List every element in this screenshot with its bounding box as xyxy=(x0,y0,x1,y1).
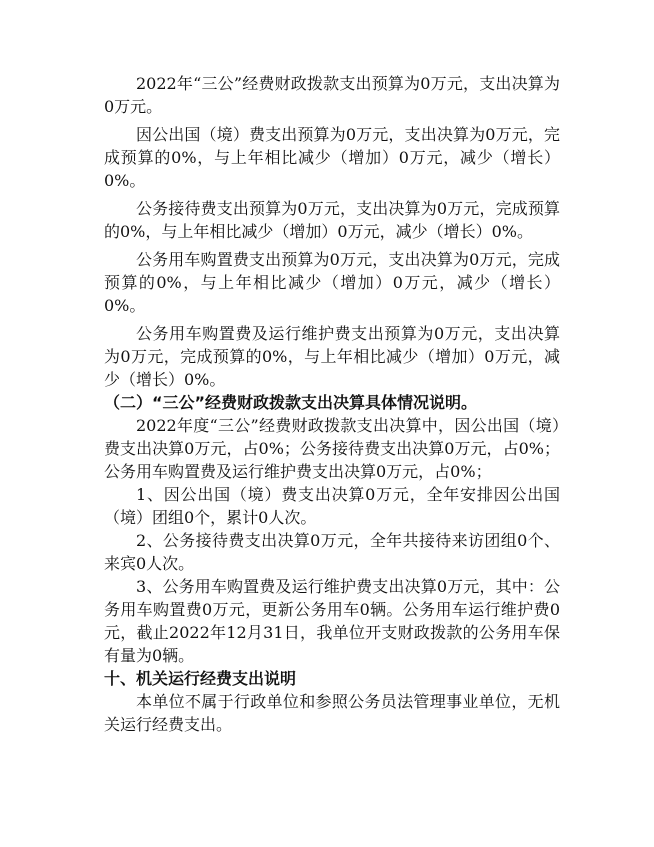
section-heading-three-public-details: （二）“三公”经费财政拨款支出决算具体情况说明。 xyxy=(104,393,478,412)
paragraph-vehicle-purchase-operation: 公务用车购置费及运行维护费支出预算为0万元，支出决算为0万元，完成预算的0%，与上年相比减少（增加）0万元，减少（增长）0%。 xyxy=(104,324,560,389)
paragraph-item-reception: 2、公务接待费支出决算0万元，全年共接待来访团组0个、来宾0人次。 xyxy=(104,531,560,573)
paragraph-item-overseas: 1、因公出国（境）费支出决算0万元，全年安排因公出国（境）团组0个，累计0人次。 xyxy=(104,485,560,527)
paragraph-overseas-travel: 因公出国（境）费支出预算为0万元，支出决算为0万元，完成预算的0%，与上年相比减少（增加）0万元，减少（增长）0%。 xyxy=(104,125,560,190)
section-heading-operating-expenses: 十、机关运行经费支出说明 xyxy=(104,669,297,688)
document-page xyxy=(104,72,560,736)
paragraph-item-vehicles: 3、公务用车购置费及运行维护费支出决算0万元，其中：公务用车购置费0万元，更新公务用车0辆。公务用车运行维护费0元，截止2022年12月31日，我单位开支财政拨款的公务用车保有量为0辆。 xyxy=(104,577,560,665)
paragraph-three-public-breakdown: 2022年度“三公”经费财政拨款支出决算中，因公出国（境）费支出决算0万元，占0%；公务接待费支出决算0万元，占0%；公务用车购置费及运行维护费支出决算0万元，占0%； xyxy=(104,416,560,481)
paragraph-vehicle-purchase: 公务用车购置费支出预算为0万元，支出决算为0万元，完成预算的0%，与上年相比减少（增加）0万元，减少（增长）0%。 xyxy=(104,250,560,315)
paragraph-three-public-total: 2022年“三公”经费财政拨款支出预算为0万元，支出决算为0万元。 xyxy=(104,74,560,116)
paragraph-official-reception: 公务接待费支出预算为0万元，支出决算为0万元，完成预算的0%，与上年相比减少（增加）0万元，减少（增长）0%。 xyxy=(104,199,560,241)
paragraph-operating-expenses: 本单位不属于行政单位和参照公务员法管理事业单位，无机关运行经费支出。 xyxy=(104,692,560,734)
